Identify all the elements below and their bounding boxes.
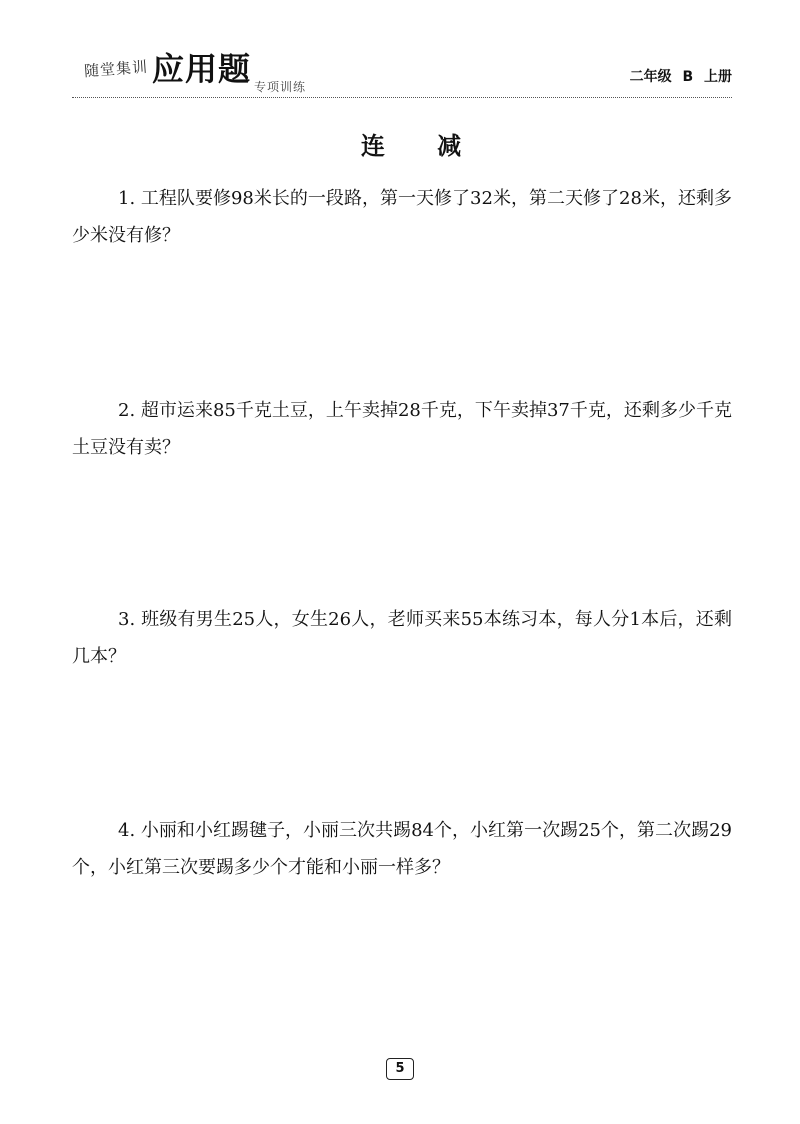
header-divider <box>72 97 732 98</box>
page-header <box>72 40 732 100</box>
series-name-large: 应用题 <box>152 50 252 88</box>
grade-label: 二年级 B 上册 <box>629 69 732 85</box>
problem-3: 3. 班级有男生25人，女生26人，老师买来55本练习本，每人分1本后，还剩几本？ <box>72 609 732 667</box>
problem-1: 1. 工程队要修98米长的一段路，第一天修了32米，第二天修了28米，还剩多少米没有修？ <box>72 188 732 246</box>
page-number: 5 <box>386 1058 414 1080</box>
problem-2: 2. 超市运来85千克土豆，上午卖掉28千克，下午卖掉37千克，还剩多少千克土豆没有卖？ <box>72 400 732 458</box>
page-title: 连 减 <box>360 132 484 160</box>
series-subtitle: 专项训练 <box>254 80 307 94</box>
problem-4: 4. 小丽和小红踢毽子，小丽三次共踢84个，小红第一次踢25个，第二次踢29个，小红第三次要踢多少个才能和小丽一样多？ <box>72 820 732 878</box>
series-name-small: 随堂集训 <box>83 57 149 81</box>
